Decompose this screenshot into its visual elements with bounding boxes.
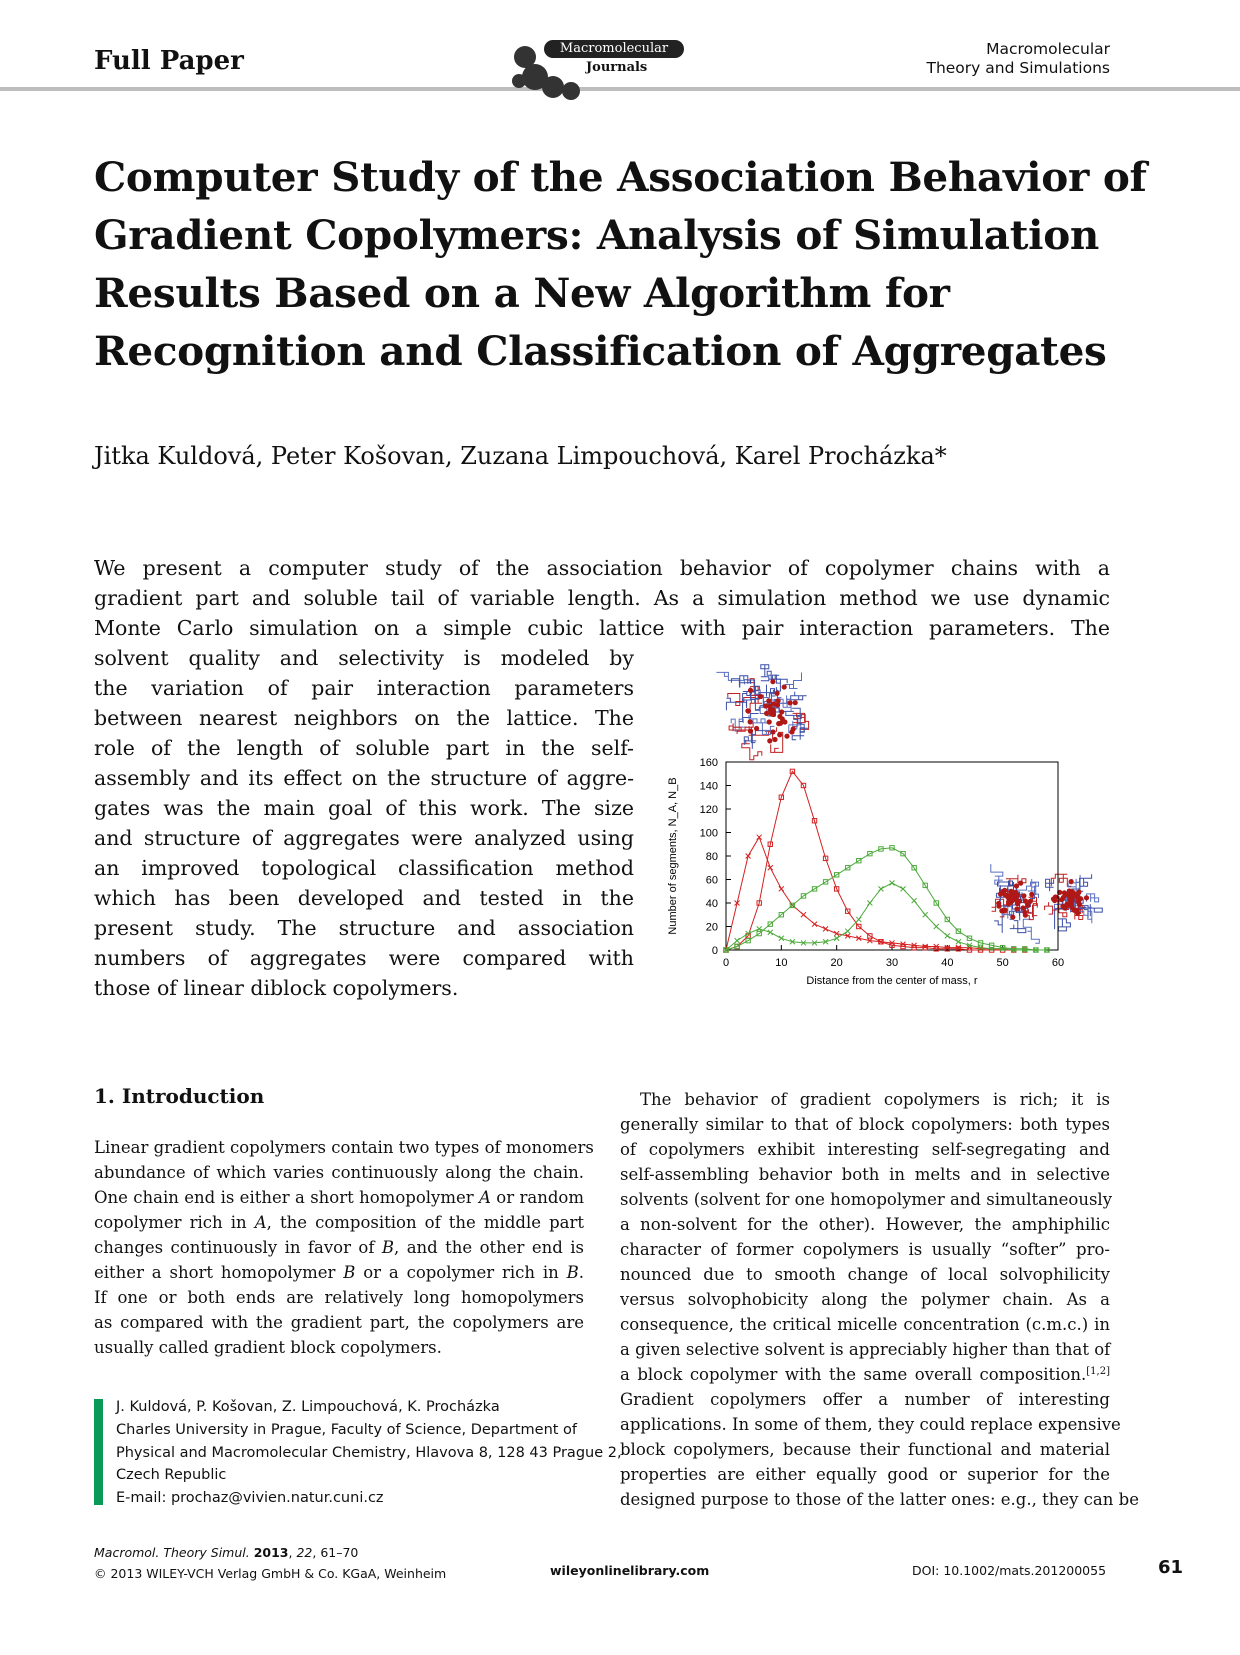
body-line: Linear gradient copolymers contain two types of monomers (94, 1138, 594, 1157)
affiliation-country: Czech Republic (116, 1467, 227, 1484)
data-point-green-crosses (923, 912, 928, 917)
data-point-green-crosses (945, 933, 950, 938)
body-line: a given selective solvent is appreciably higher than that of (620, 1340, 1111, 1359)
x-tick-label: 0 (722, 957, 730, 969)
abstract-line: an improved topological classification method (94, 856, 634, 880)
page-number: 61 (1158, 1557, 1184, 1578)
body-line: If one or both ends are relatively long homopolymers (94, 1288, 584, 1307)
abstract-line: role of the length of soluble part in the self- (94, 736, 634, 760)
body-line: consequence, the critical micelle concentration (c.m.c.) in (620, 1315, 1110, 1334)
abstract-line: gates was the main goal of this work. The size (94, 796, 634, 820)
body-line: One chain end is either a short homopolymer A or random (94, 1188, 584, 1207)
abstract-line: gradient part and soluble tail of variable length. As a simulation method we use dynamic (94, 586, 1110, 610)
section-label: Full Paper (94, 46, 244, 76)
body-line: copolymer rich in A, the composition of the middle part (94, 1213, 584, 1232)
abstract-line: solvent quality and selectivity is modeled by (94, 646, 634, 670)
data-point-green-crosses (779, 936, 784, 941)
citation-volume: 22 (296, 1545, 313, 1560)
intro-paragraph-right (620, 1087, 1139, 1512)
data-point-red-crosses (768, 865, 773, 870)
data-point-green-crosses (912, 898, 917, 903)
footer-citation (94, 1542, 446, 1584)
footer-url[interactable]: wileyonlinelibrary.com (550, 1563, 710, 1578)
data-point-green-crosses (901, 886, 906, 891)
abstract-line: and structure of aggregates were analyzed using (94, 826, 634, 850)
data-point-green-crosses (845, 929, 850, 934)
body-line: as compared with the gradient part, the copolymers are (94, 1313, 584, 1332)
body-line: designed purpose to those of the latter ones: e.g., they can be (620, 1490, 1139, 1509)
data-point-green-crosses (956, 939, 961, 944)
affiliation-authors: J. Kuldová, P. Košovan, Z. Limpouchová, K. Procházka (116, 1399, 500, 1415)
data-point-green-crosses (768, 930, 773, 935)
abstract-line: Monte Carlo simulation on a simple cubic lattice with pair interaction parameters. The (94, 616, 1110, 640)
journal-logo (512, 36, 698, 106)
y-tick-label: 160 (699, 757, 718, 769)
x-tick-label: 40 (941, 957, 954, 969)
abstract-line: those of linear diblock copolymers. (94, 976, 459, 1000)
aggregate-image-spherical (716, 665, 808, 760)
abstract-line: assembly and its effect on the structure of aggre- (94, 766, 634, 790)
plot-frame (726, 762, 1058, 950)
density-profile-chart (656, 650, 1110, 1050)
y-tick-label: 140 (699, 780, 718, 793)
citation-journal: Macromol. Theory Simul. (94, 1545, 250, 1560)
x-axis-label: Distance from the center of mass, r (806, 975, 978, 987)
data-point-green-crosses (890, 881, 895, 886)
data-point-red-crosses (801, 912, 806, 917)
body-line: usually called gradient block copolymers. (94, 1338, 442, 1357)
journal-name (926, 40, 1110, 78)
data-point-green-crosses (735, 938, 740, 943)
data-point-green-crosses (878, 886, 883, 891)
data-point-green-crosses (757, 926, 762, 931)
abstract-line: which has been developed and tested in the (94, 886, 634, 910)
author-list: Jitka Kuldová, Peter Košovan, Zuzana Limpouchová, Karel Procházka* (94, 442, 947, 470)
body-line: versus solvophobicity along the polymer chain. As a (620, 1290, 1110, 1309)
footer-doi[interactable]: DOI: 10.1002/mats.201200055 (912, 1563, 1107, 1578)
body-line: self-assembling behavior both in melts and in selective (620, 1165, 1110, 1184)
data-point-green-crosses (934, 924, 939, 929)
x-tick-label: 10 (775, 957, 788, 969)
abstract-line: the variation of pair interaction parameters (94, 676, 634, 700)
body-line: The behavior of gradient copolymers is rich; it is (640, 1090, 1110, 1109)
x-tick-label: 50 (996, 957, 1009, 969)
body-line: abundance of which varies continuously along the chain. (94, 1163, 584, 1182)
logo-text-journals: Journals (586, 60, 648, 75)
affiliation-block (116, 1396, 622, 1510)
data-point-green-crosses (856, 917, 861, 922)
affiliation-institution: Charles University in Prague, Faculty of Science, Department of (116, 1421, 578, 1438)
affiliation-email[interactable]: E-mail: prochaz@vivien.natur.cuni.cz (116, 1490, 384, 1507)
intro-paragraph-left (94, 1135, 594, 1360)
y-tick-label: 0 (711, 945, 718, 957)
body-line: of copolymers exhibit interesting self-segregating and (620, 1140, 1110, 1159)
body-line: Gradient copolymers offer a number of interesting (620, 1390, 1110, 1409)
y-axis-label: Number of segments, N_A, N_B (667, 777, 679, 935)
abstract-figure (656, 650, 1110, 1050)
citation-pages: 61–70 (320, 1545, 359, 1560)
data-point-red-crosses (812, 922, 817, 927)
data-point-green-crosses (867, 901, 872, 906)
body-line: either a short homopolymer B or a copolymer rich in B. (94, 1263, 584, 1282)
copyright-line: © 2013 WILEY-VCH Verlag GmbH & Co. KGaA, Weinheim (94, 1566, 447, 1581)
y-tick-label: 40 (705, 898, 718, 910)
citation-line: Macromol. Theory Simul. 2013, 22, 61–70 (94, 1545, 359, 1560)
body-line: nounced due to smooth change of local solvophilicity (620, 1265, 1110, 1284)
aggregate-image-dumbbell (991, 864, 1103, 943)
y-tick-label: 100 (699, 827, 718, 840)
y-tick-label: 80 (705, 851, 718, 863)
affiliation-department: Physical and Macromolecular Chemistry, Hlavova 8, 128 43 Prague 2, (116, 1444, 622, 1461)
body-line: character of former copolymers is usually “softer” pro- (620, 1240, 1110, 1259)
abstract-line: We present a computer study of the association behavior of copolymer chains with a (94, 556, 1110, 580)
journal-name-line1: Macromolecular (986, 40, 1110, 58)
y-tick-label: 20 (705, 921, 718, 934)
journal-name-line2: Theory and Simulations (926, 59, 1110, 77)
body-line: generally similar to that of block copolymers: both types (620, 1115, 1110, 1134)
data-point-red-crosses (779, 886, 784, 891)
body-line: applications. In some of them, they could replace expensive (620, 1415, 1121, 1434)
abstract-top (94, 553, 1110, 643)
data-point-red-crosses (823, 926, 828, 931)
body-line: changes continuously in favor of B, and the other end is (94, 1238, 584, 1257)
y-tick-label: 120 (699, 804, 718, 816)
data-point-green-crosses (834, 936, 839, 941)
x-tick-label: 20 (830, 957, 843, 969)
paper-title: Computer Study of the Association Behavior of Gradient Copolymers: Analysis of Simulation Results Based on a New Algorithm for Recognition and Classification of Aggregates (94, 153, 1147, 375)
x-tick-label: 60 (1051, 957, 1065, 969)
body-line: a block copolymer with the same overall composition.[1,2] (620, 1365, 1110, 1384)
body-line: solvents (solvent for one homopolymer and simultaneously (620, 1190, 1113, 1209)
x-tick-label: 30 (885, 957, 899, 969)
body-line: properties are either equally good or superior for the (620, 1465, 1110, 1484)
abstract-line: between nearest neighbors on the lattice. The (94, 706, 634, 730)
abstract-line: present study. The structure and association (94, 916, 634, 940)
body-line: a non-solvent for the other). However, the amphiphilic (620, 1215, 1110, 1234)
section-heading-introduction: 1. Introduction (94, 1084, 265, 1108)
data-point-red-crosses (757, 835, 762, 840)
abstract-line: numbers of aggregates were compared with (94, 946, 634, 970)
affiliation-accent-bar (94, 1399, 103, 1505)
y-tick-label: 60 (705, 874, 718, 887)
logo-text-macromolecular: Macromolecular (544, 40, 684, 58)
body-line: block copolymers, because their functional and material (620, 1440, 1110, 1459)
abstract-left (94, 643, 634, 1003)
citation-year: 2013 (253, 1545, 289, 1560)
